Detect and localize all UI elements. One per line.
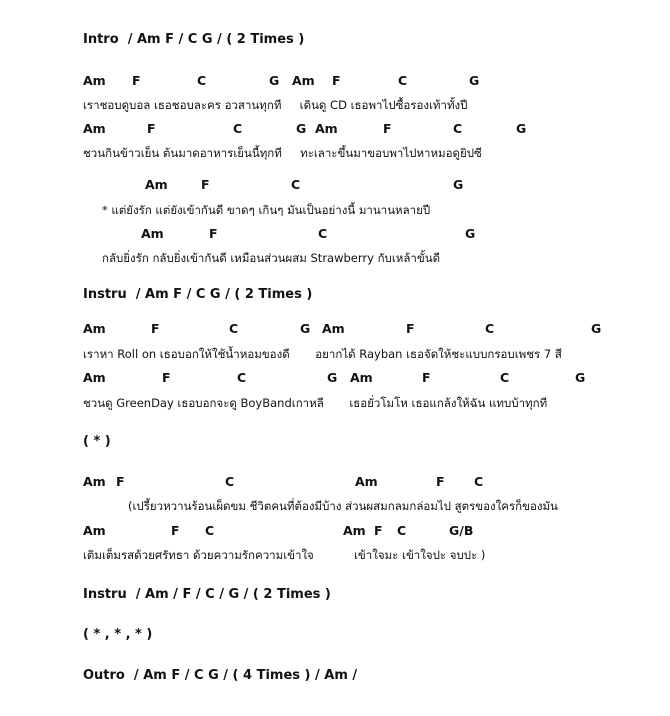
- chord: F: [171, 523, 180, 538]
- chord: F: [132, 73, 141, 88]
- lyric-line: ชวนกินข้าวเย็น ต้นมาดอาหารเย็นนี้ทุกที ทะเลาะขึ้นมาขอบพาไปหาหมอดูยิปซี: [83, 146, 482, 160]
- lyric-line: ชวนดู GreenDay เธอบอกจะดู BoyBandเกาหลี เธอยั่วโมโห เธอแกล้งให้ฉัน แทบบ้าทุกที: [83, 396, 548, 410]
- chord: F: [436, 474, 445, 489]
- chord: G: [516, 121, 527, 136]
- chord-line: [0, 73, 670, 89]
- chord: G: [465, 226, 476, 241]
- chord: G/B: [449, 523, 474, 538]
- chord-line: [0, 177, 670, 193]
- chord: F: [116, 474, 125, 489]
- chord: G: [327, 370, 338, 385]
- chord: Am: [83, 370, 106, 385]
- chord: F: [406, 321, 415, 336]
- chord: C: [291, 177, 301, 192]
- chord: F: [383, 121, 392, 136]
- chord: C: [205, 523, 215, 538]
- chord: G: [469, 73, 480, 88]
- chord: F: [332, 73, 341, 88]
- chord: G: [453, 177, 464, 192]
- instru-line: Instru / Am F / C G / ( 2 Times ): [83, 287, 313, 302]
- lyric-line: เติมเต็มรสด้วยศรัทธา ด้วยความรักความเข้าใจ เข้าใจมะ เข้าใจปะ จบปะ ): [83, 548, 486, 562]
- chorus-repeat: ( * ): [83, 434, 111, 449]
- chord: F: [422, 370, 431, 385]
- chord: F: [147, 121, 156, 136]
- outro-line: Outro / Am F / C G / ( 4 Times ) / Am /: [83, 668, 358, 683]
- chord-line: [0, 523, 670, 539]
- chord: Am: [292, 73, 315, 88]
- chord: Am: [315, 121, 338, 136]
- chord: F: [374, 523, 383, 538]
- chord: G: [296, 121, 307, 136]
- chord: C: [237, 370, 247, 385]
- chord: C: [197, 73, 207, 88]
- chord-line: [0, 226, 670, 242]
- chord: C: [233, 121, 243, 136]
- chord: F: [151, 321, 160, 336]
- chord-line: [0, 321, 670, 337]
- chord: G: [269, 73, 280, 88]
- chord: Am: [350, 370, 373, 385]
- chord: Am: [145, 177, 168, 192]
- chord: F: [209, 226, 218, 241]
- chord: C: [225, 474, 235, 489]
- chord: C: [398, 73, 408, 88]
- chord: Am: [83, 73, 106, 88]
- chord: G: [591, 321, 602, 336]
- chord: Am: [322, 321, 345, 336]
- chord: C: [474, 474, 484, 489]
- chord: C: [453, 121, 463, 136]
- lyric-line: เราหา Roll on เธอบอกให้ใช้น้ำหอมของดี อยากได้ Rayban เธอจัดให้ชะแบบกรอบเพชร 7 สี: [83, 347, 562, 361]
- chord: Am: [355, 474, 378, 489]
- chord: Am: [83, 321, 106, 336]
- chord: C: [485, 321, 495, 336]
- chord: C: [500, 370, 510, 385]
- lyric-line: * แต่ยังรัก แต่ยังเข้ากันดี ขาดๆ เกินๆ มันเป็นอย่างนี้ มานานหลายปี: [102, 203, 431, 217]
- chord: Am: [83, 474, 106, 489]
- chord: G: [575, 370, 586, 385]
- chord: C: [318, 226, 328, 241]
- lyric-line: เราชอบดูบอล เธอชอบละคร อวสานทุกที เดินดู CD เธอพาไปซื้อรองเท้าทั้งปี: [83, 98, 468, 112]
- chord-line: [0, 370, 670, 386]
- chord: F: [162, 370, 171, 385]
- chord: C: [397, 523, 407, 538]
- chord: G: [300, 321, 311, 336]
- chord: F: [201, 177, 210, 192]
- instru-line: Instru / Am / F / C / G / ( 2 Times ): [83, 587, 331, 602]
- chord: Am: [83, 523, 106, 538]
- chorus-repeat: ( * , * , * ): [83, 627, 153, 642]
- lyric-line: กลับยิ่งรัก กลับยิ่งเข้ากันดี เหมือนส่วนผสม Strawberry กับเหล้าขั้นดี: [102, 251, 441, 265]
- chord: C: [229, 321, 239, 336]
- chord: Am: [343, 523, 366, 538]
- chord-line: [0, 121, 670, 137]
- intro-line: Intro / Am F / C G / ( 2 Times ): [83, 32, 305, 47]
- lyric-line: (เปรี้ยวหวานร้อนเผ็ดขม ชีวิตคนที่ต้องมีบ้าง ส่วนผสมกลมกล่อมไป สูตรของใครก็ของมัน: [128, 499, 558, 513]
- chord-line: [0, 474, 670, 490]
- chord: Am: [83, 121, 106, 136]
- chord: Am: [141, 226, 164, 241]
